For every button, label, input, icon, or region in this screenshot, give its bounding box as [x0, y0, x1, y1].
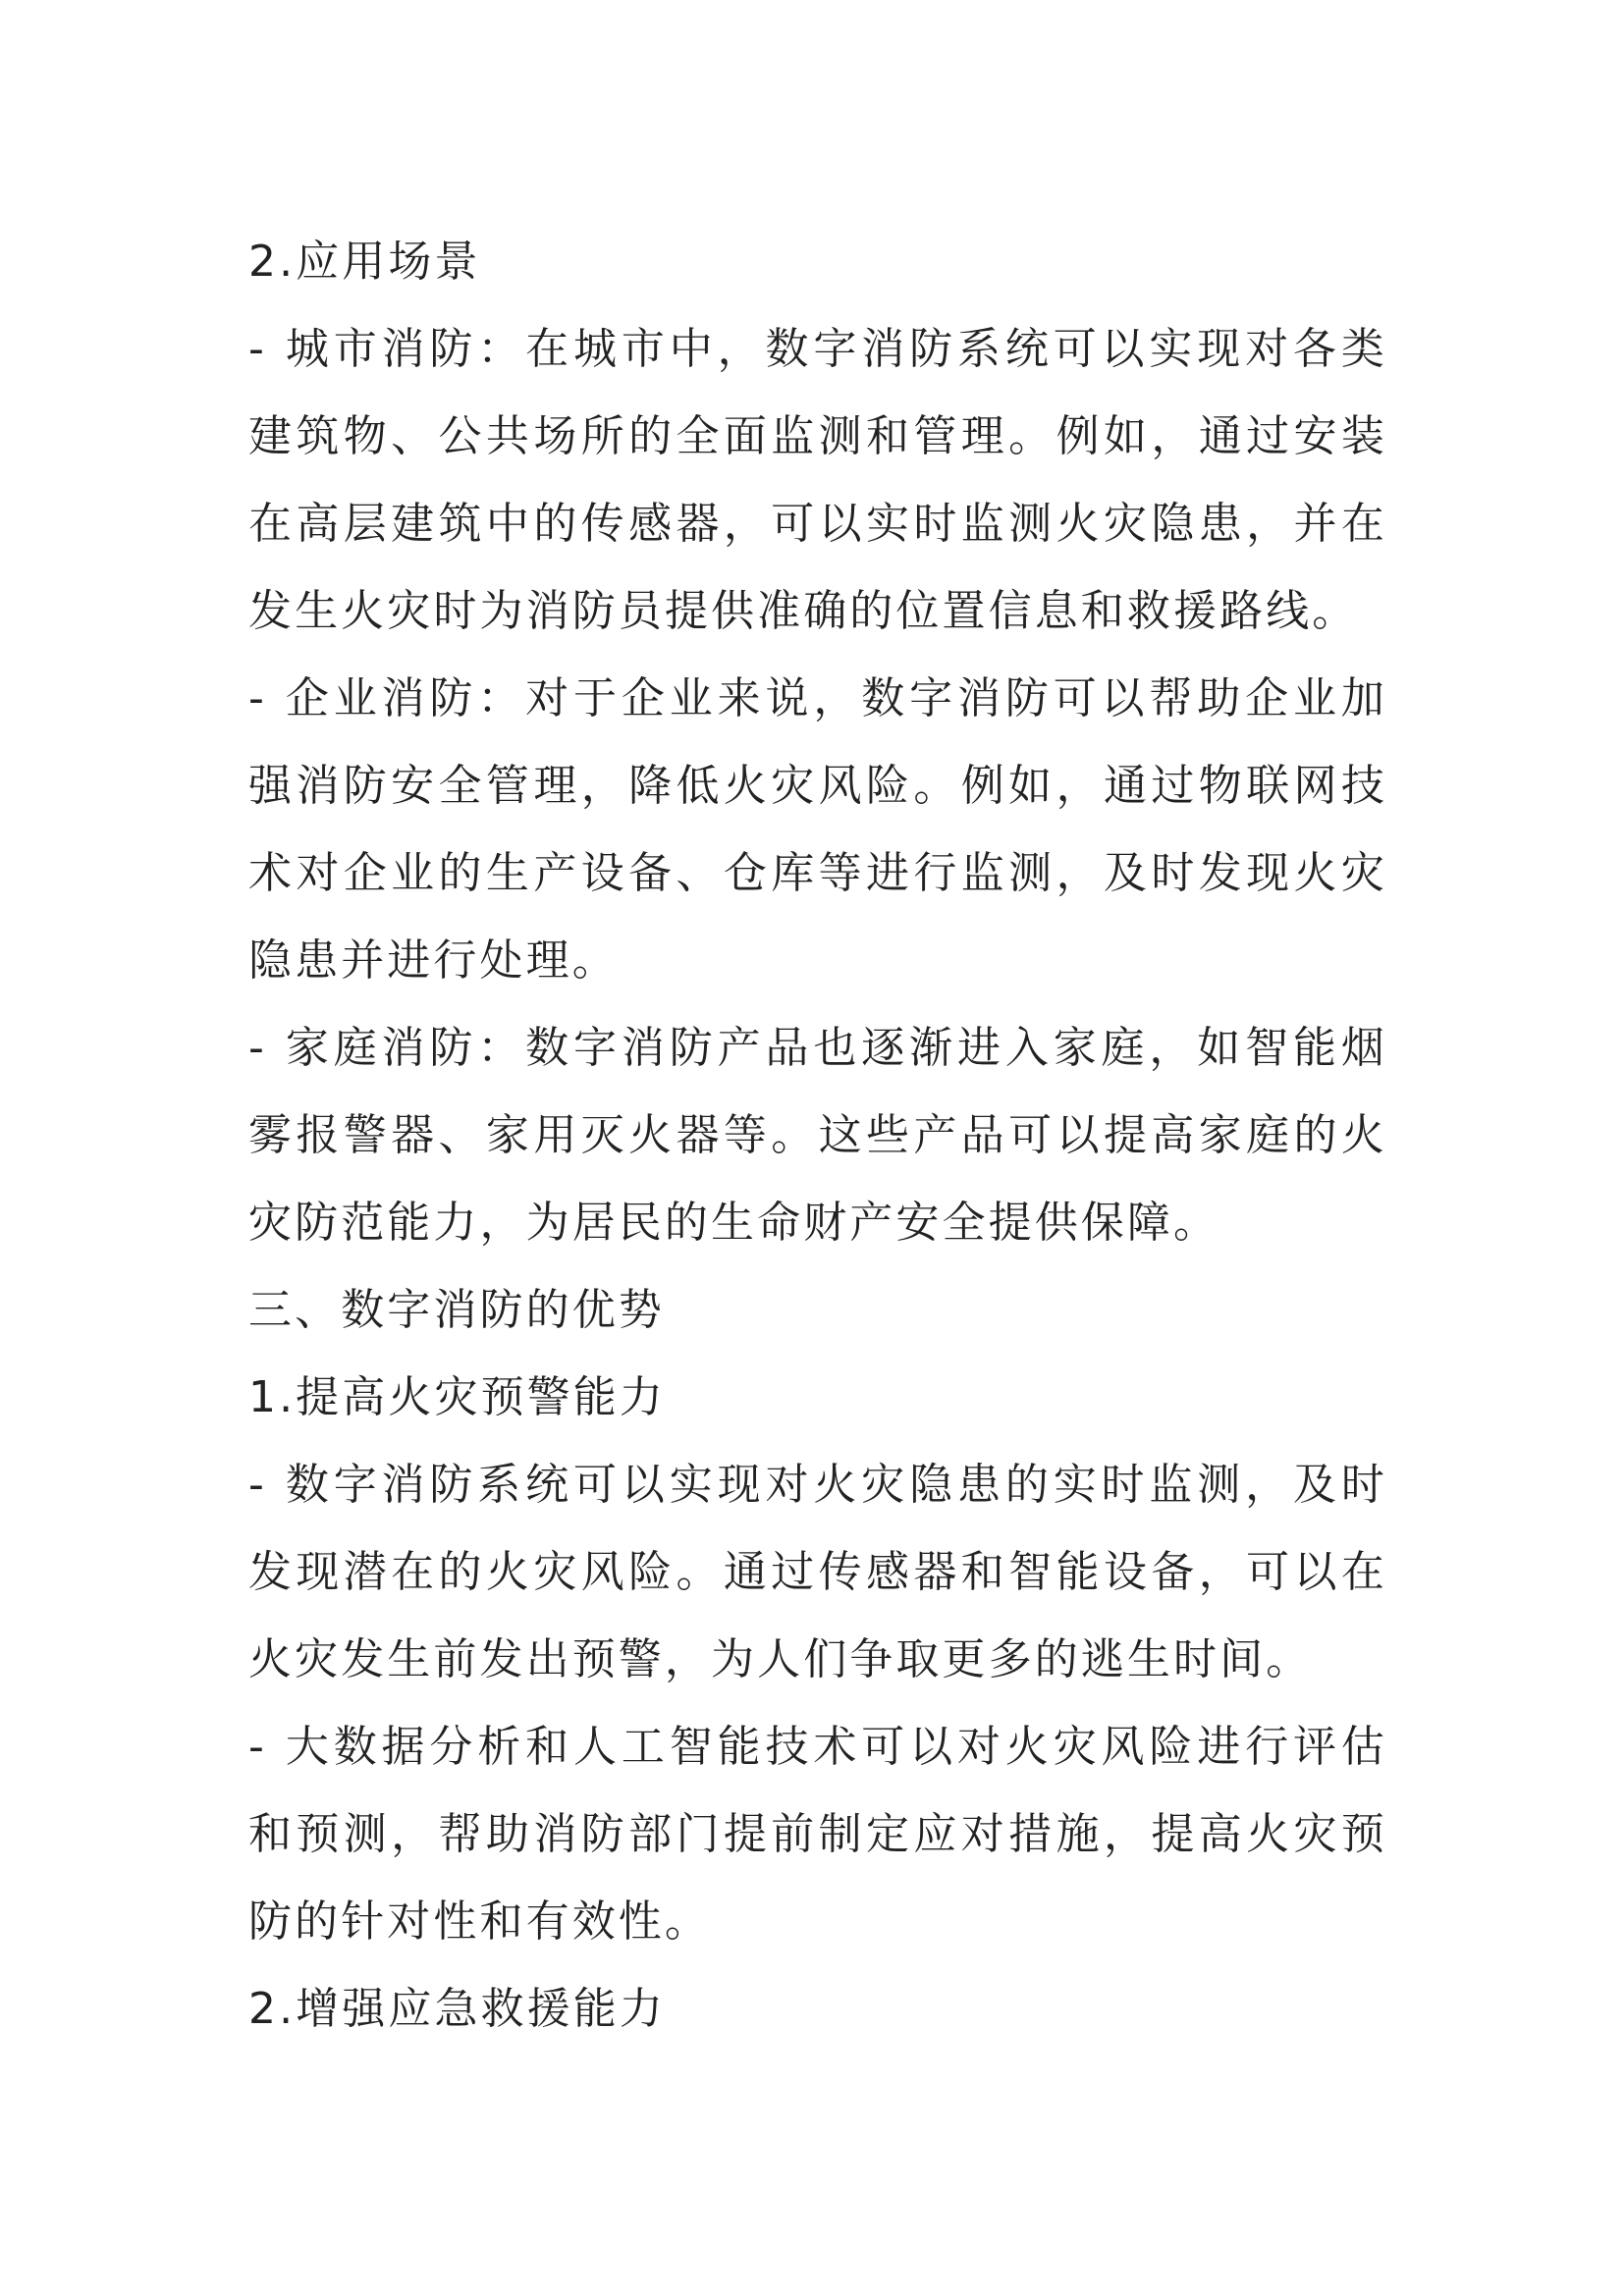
subheading-emergency-rescue: 2.增强应急救援能力	[248, 1984, 666, 2034]
document-body	[248, 218, 1387, 2053]
subheading-early-warning: 1.提高火灾预警能力	[248, 1372, 666, 1422]
section-heading-application-scenarios: 2.应用场景	[248, 237, 481, 287]
paragraph-big-data-ai: - 大数据分析和人工智能技术可以对火灾风险进行评估和预测，帮助消防部门提前制定应对措施，提高火灾预防的针对性和有效性。	[248, 1722, 1387, 1947]
paragraph-urban-fire-protection: - 城市消防：在城市中，数字消防系统可以实现对各类建筑物、公共场所的全面监测和管理。例如，通过安装在高层建筑中的传感器，可以实时监测火灾隐患，并在发生火灾时为消防员提供准确的位置信息和救援路线。	[248, 324, 1387, 636]
paragraph-household-fire-protection: - 家庭消防：数字消防产品也逐渐进入家庭，如智能烟雾报警器、家用灭火器等。这些产品可以提高家庭的火灾防范能力，为居民的生命财产安全提供保障。	[248, 1023, 1387, 1248]
section-heading-advantages: 三、数字消防的优势	[248, 1285, 665, 1335]
paragraph-enterprise-fire-protection: - 企业消防：对于企业来说，数字消防可以帮助企业加强消防安全管理，降低火灾风险。例如，通过物联网技术对企业的生产设备、仓库等进行监测，及时发现火灾隐患并进行处理。	[248, 673, 1387, 986]
paragraph-realtime-monitoring: - 数字消防系统可以实现对火灾隐患的实时监测，及时发现潜在的火灾风险。通过传感器和智能设备，可以在火灾发生前发出预警，为人们争取更多的逃生时间。	[248, 1460, 1387, 1684]
